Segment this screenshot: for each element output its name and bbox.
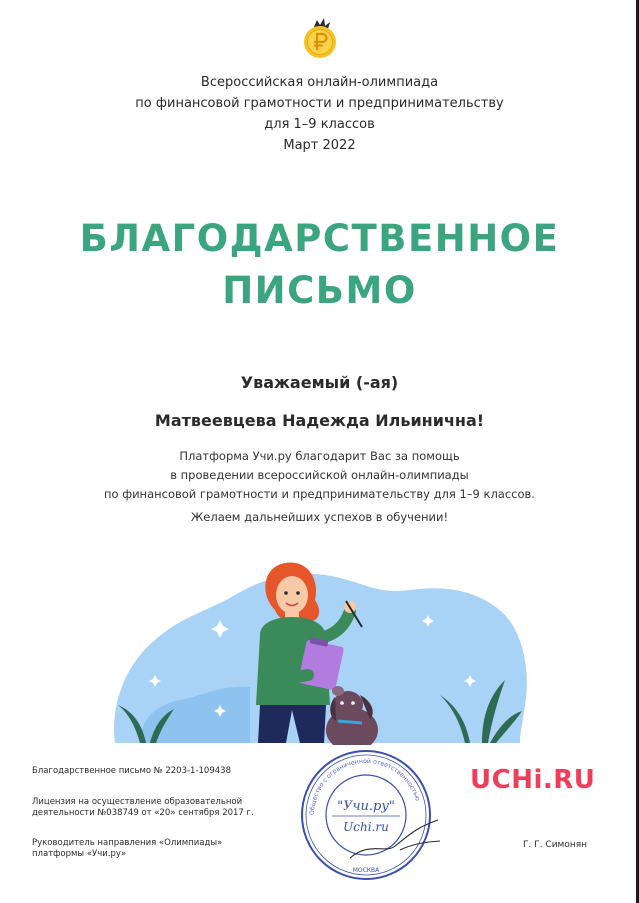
body-line-2: в проведении всероссийской онлайн-олимпиады	[170, 468, 469, 482]
teacher-with-dog-illustration	[110, 555, 530, 745]
salutation: Уважаемый (-ая)	[240, 373, 399, 392]
license-line-1: Лицензия на осуществление образовательной	[32, 797, 243, 807]
body-line-1: Платформа Учи.ру благодарит Вас за помощь	[179, 449, 460, 463]
position-line-2: платформы «Учи.ру»	[32, 849, 127, 859]
license-info	[32, 797, 272, 819]
header-line-3: для 1–9 классов	[264, 117, 375, 132]
title-line-2: ПИСЬМО	[222, 269, 417, 312]
body-line-3: по финансовой грамотности и предпринимательству для 1–9 классов.	[104, 487, 535, 501]
ruble-coin-icon	[300, 18, 340, 60]
uchi-ru-logo: UCHi.RU	[470, 765, 596, 795]
thank-you-text	[0, 447, 639, 504]
wish-text: Желаем дальнейших успехов в обучении!	[190, 510, 449, 524]
header-line-1: Всероссийская онлайн-олимпиада	[200, 75, 439, 90]
header-line-2: по финансовой грамотности и предпринимательству	[135, 96, 504, 111]
title-line-1: БЛАГОДАРСТВЕННОЕ	[79, 217, 560, 260]
company-seal	[290, 746, 442, 884]
recipient-name: Матвеевцева Надежда Ильинична!	[154, 411, 485, 430]
seal-ring-text: Общество с ограниченной ответственностью	[308, 757, 421, 816]
letter-number: Благодарственное письмо № 2203-1-109438	[32, 766, 231, 776]
document-title	[0, 213, 639, 317]
license-line-2: деятельности №038749 от «20» сентября 2017 г.	[32, 808, 254, 818]
seal-inner-bottom: Uchi.ru	[343, 820, 389, 834]
seal-city: МОСКВА	[352, 867, 380, 874]
signer-position	[32, 838, 272, 860]
signer-name: Г. Г. Симонян	[523, 840, 588, 850]
header-date: Март 2022	[283, 138, 356, 153]
olympiad-header	[0, 72, 639, 156]
seal-inner-top: "Учи.ру"	[337, 799, 395, 814]
position-line-1: Руководитель направления «Олимпиады»	[32, 838, 223, 848]
